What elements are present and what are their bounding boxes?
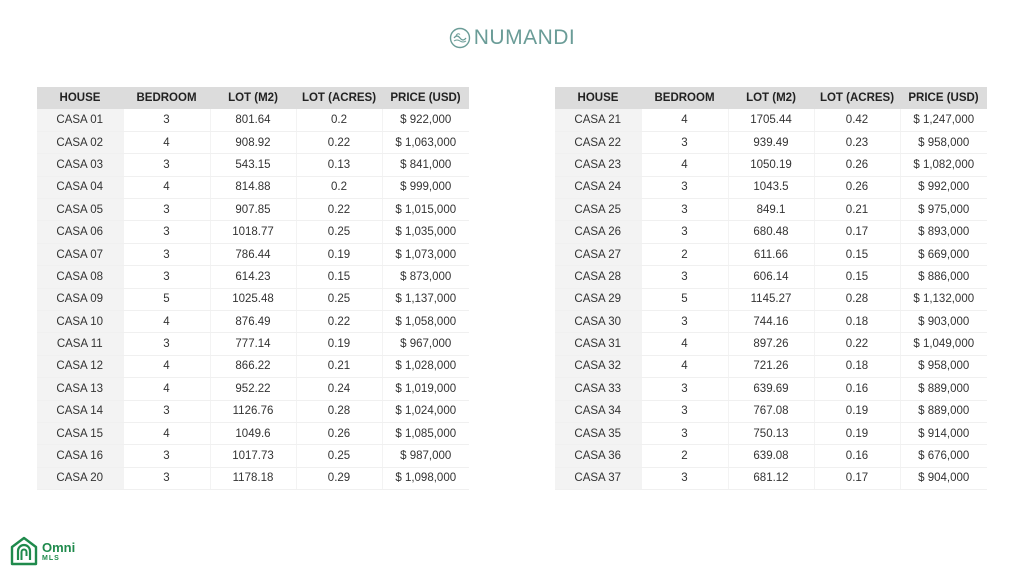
- cell-lot-m2: 907.85: [210, 199, 296, 221]
- table-row: [37, 422, 469, 444]
- cell-lot-m2: 1145.27: [728, 288, 814, 310]
- cell-lot-m2: 908.92: [210, 131, 296, 153]
- cell-house: CASA 09: [37, 288, 123, 310]
- header-bedroom: BEDROOM: [123, 87, 210, 109]
- table-row: [555, 154, 987, 176]
- table-row: [555, 221, 987, 243]
- cell-lot-acres: 0.2: [296, 109, 382, 131]
- cell-price: $ 886,000: [900, 266, 987, 288]
- cell-house: CASA 07: [37, 243, 123, 265]
- cell-lot-acres: 0.19: [296, 333, 382, 355]
- table-row: [37, 176, 469, 198]
- cell-price: $ 889,000: [900, 378, 987, 400]
- cell-house: CASA 01: [37, 109, 123, 131]
- table-row: [37, 355, 469, 377]
- cell-house: CASA 37: [555, 467, 641, 489]
- cell-lot-acres: 0.18: [814, 355, 900, 377]
- cell-house: CASA 21: [555, 109, 641, 131]
- cell-bedroom: 3: [641, 131, 728, 153]
- cell-lot-acres: 0.26: [814, 154, 900, 176]
- header-lot-m2: LOT (M2): [728, 87, 814, 109]
- cell-lot-m2: 1178.18: [210, 467, 296, 489]
- cell-lot-acres: 0.17: [814, 221, 900, 243]
- cell-house: CASA 29: [555, 288, 641, 310]
- cell-house: CASA 05: [37, 199, 123, 221]
- cell-house: CASA 22: [555, 131, 641, 153]
- cell-house: CASA 26: [555, 221, 641, 243]
- cell-bedroom: 5: [641, 288, 728, 310]
- cell-bedroom: 4: [641, 154, 728, 176]
- cell-price: $ 1,058,000: [382, 311, 469, 333]
- cell-lot-m2: 611.66: [728, 243, 814, 265]
- wave-circle-logo-icon: [449, 27, 471, 49]
- house-logo-icon: [10, 536, 38, 566]
- cell-lot-m2: 750.13: [728, 422, 814, 444]
- table-row: [555, 266, 987, 288]
- cell-lot-m2: 721.26: [728, 355, 814, 377]
- cell-price: $ 1,015,000: [382, 199, 469, 221]
- cell-lot-acres: 0.28: [814, 288, 900, 310]
- cell-price: $ 1,024,000: [382, 400, 469, 422]
- cell-lot-m2: 866.22: [210, 355, 296, 377]
- listing-table-left: [37, 87, 469, 490]
- cell-lot-acres: 0.22: [296, 311, 382, 333]
- cell-house: CASA 25: [555, 199, 641, 221]
- table-row: [37, 445, 469, 467]
- cell-lot-m2: 681.12: [728, 467, 814, 489]
- cell-lot-m2: 939.49: [728, 131, 814, 153]
- cell-bedroom: 3: [123, 154, 210, 176]
- table-row: [555, 445, 987, 467]
- cell-lot-acres: 0.24: [296, 378, 382, 400]
- cell-price: $ 958,000: [900, 131, 987, 153]
- cell-house: CASA 16: [37, 445, 123, 467]
- cell-house: CASA 30: [555, 311, 641, 333]
- cell-lot-acres: 0.22: [814, 333, 900, 355]
- cell-lot-acres: 0.28: [296, 400, 382, 422]
- cell-bedroom: 3: [123, 109, 210, 131]
- cell-lot-m2: 1018.77: [210, 221, 296, 243]
- cell-lot-acres: 0.25: [296, 288, 382, 310]
- cell-lot-m2: 1050.19: [728, 154, 814, 176]
- cell-price: $ 1,063,000: [382, 131, 469, 153]
- header-price: PRICE (USD): [900, 87, 987, 109]
- cell-lot-acres: 0.22: [296, 131, 382, 153]
- cell-bedroom: 3: [123, 467, 210, 489]
- cell-bedroom: 4: [641, 109, 728, 131]
- table-row: [37, 199, 469, 221]
- table-row: [555, 422, 987, 444]
- cell-bedroom: 3: [641, 199, 728, 221]
- cell-lot-acres: 0.2: [296, 176, 382, 198]
- cell-house: CASA 35: [555, 422, 641, 444]
- cell-bedroom: 3: [123, 221, 210, 243]
- header-bedroom: BEDROOM: [641, 87, 728, 109]
- cell-house: CASA 13: [37, 378, 123, 400]
- table-row: [555, 199, 987, 221]
- cell-house: CASA 08: [37, 266, 123, 288]
- cell-bedroom: 3: [641, 176, 728, 198]
- table-row: [555, 467, 987, 489]
- cell-bedroom: 4: [641, 333, 728, 355]
- cell-house: CASA 32: [555, 355, 641, 377]
- table-row: [555, 400, 987, 422]
- cell-house: CASA 10: [37, 311, 123, 333]
- table-row: [37, 333, 469, 355]
- table-row: [555, 176, 987, 198]
- table-row: [37, 221, 469, 243]
- cell-lot-acres: 0.16: [814, 378, 900, 400]
- cell-house: CASA 11: [37, 333, 123, 355]
- cell-lot-m2: 744.16: [728, 311, 814, 333]
- table-row: [37, 154, 469, 176]
- header-house: HOUSE: [555, 87, 641, 109]
- cell-lot-acres: 0.29: [296, 467, 382, 489]
- table-row: [37, 131, 469, 153]
- cell-bedroom: 4: [123, 176, 210, 198]
- cell-price: $ 904,000: [900, 467, 987, 489]
- table-row: [555, 333, 987, 355]
- cell-price: $ 1,247,000: [900, 109, 987, 131]
- cell-lot-acres: 0.25: [296, 445, 382, 467]
- brand-name: NUMANDI: [473, 26, 576, 49]
- cell-bedroom: 4: [123, 422, 210, 444]
- cell-lot-acres: 0.26: [814, 176, 900, 198]
- cell-lot-m2: 614.23: [210, 266, 296, 288]
- cell-lot-m2: 543.15: [210, 154, 296, 176]
- cell-bedroom: 3: [123, 266, 210, 288]
- cell-lot-acres: 0.25: [296, 221, 382, 243]
- cell-price: $ 1,049,000: [900, 333, 987, 355]
- cell-lot-acres: 0.22: [296, 199, 382, 221]
- cell-price: $ 841,000: [382, 154, 469, 176]
- cell-bedroom: 3: [641, 422, 728, 444]
- table-row: [37, 243, 469, 265]
- omni-sub: MLS: [42, 554, 60, 562]
- cell-house: CASA 27: [555, 243, 641, 265]
- cell-lot-m2: 814.88: [210, 176, 296, 198]
- cell-bedroom: 4: [641, 355, 728, 377]
- cell-lot-m2: 952.22: [210, 378, 296, 400]
- table-row: [555, 243, 987, 265]
- cell-bedroom: 2: [641, 445, 728, 467]
- header-price: PRICE (USD): [382, 87, 469, 109]
- cell-bedroom: 5: [123, 288, 210, 310]
- cell-house: CASA 06: [37, 221, 123, 243]
- cell-price: $ 1,098,000: [382, 467, 469, 489]
- cell-lot-acres: 0.21: [814, 199, 900, 221]
- cell-price: $ 889,000: [900, 400, 987, 422]
- cell-lot-acres: 0.18: [814, 311, 900, 333]
- cell-house: CASA 36: [555, 445, 641, 467]
- cell-lot-acres: 0.19: [296, 243, 382, 265]
- cell-bedroom: 4: [123, 311, 210, 333]
- cell-bedroom: 4: [123, 378, 210, 400]
- table-row: [37, 467, 469, 489]
- header-lot-acres: LOT (ACRES): [296, 87, 382, 109]
- cell-lot-m2: 777.14: [210, 333, 296, 355]
- cell-lot-acres: 0.13: [296, 154, 382, 176]
- header-house: HOUSE: [37, 87, 123, 109]
- cell-lot-m2: 849.1: [728, 199, 814, 221]
- cell-house: CASA 31: [555, 333, 641, 355]
- cell-price: $ 987,000: [382, 445, 469, 467]
- cell-lot-acres: 0.17: [814, 467, 900, 489]
- cell-lot-acres: 0.19: [814, 400, 900, 422]
- cell-lot-m2: 680.48: [728, 221, 814, 243]
- cell-bedroom: 3: [641, 467, 728, 489]
- cell-house: CASA 23: [555, 154, 641, 176]
- cell-lot-m2: 1043.5: [728, 176, 814, 198]
- table-row: [37, 109, 469, 131]
- cell-lot-m2: 1025.48: [210, 288, 296, 310]
- cell-price: $ 903,000: [900, 311, 987, 333]
- table-header-row: [555, 87, 987, 109]
- brand-header: [0, 26, 1024, 50]
- cell-price: $ 992,000: [900, 176, 987, 198]
- cell-lot-m2: 1017.73: [210, 445, 296, 467]
- table-row: [37, 378, 469, 400]
- cell-price: $ 1,073,000: [382, 243, 469, 265]
- table-row: [37, 288, 469, 310]
- table-row: [37, 311, 469, 333]
- cell-lot-m2: 876.49: [210, 311, 296, 333]
- header-lot-acres: LOT (ACRES): [814, 87, 900, 109]
- cell-price: $ 669,000: [900, 243, 987, 265]
- omni-mls-logo: [10, 536, 75, 566]
- cell-bedroom: 3: [641, 221, 728, 243]
- cell-lot-acres: 0.16: [814, 445, 900, 467]
- cell-price: $ 1,132,000: [900, 288, 987, 310]
- table-row: [37, 266, 469, 288]
- cell-house: CASA 03: [37, 154, 123, 176]
- cell-bedroom: 3: [123, 400, 210, 422]
- cell-house: CASA 12: [37, 355, 123, 377]
- cell-house: CASA 15: [37, 422, 123, 444]
- cell-lot-m2: 639.08: [728, 445, 814, 467]
- cell-price: $ 893,000: [900, 221, 987, 243]
- cell-bedroom: 3: [641, 311, 728, 333]
- cell-lot-acres: 0.23: [814, 131, 900, 153]
- cell-bedroom: 3: [123, 199, 210, 221]
- cell-bedroom: 4: [123, 131, 210, 153]
- cell-lot-m2: 1126.76: [210, 400, 296, 422]
- cell-price: $ 1,035,000: [382, 221, 469, 243]
- table-row: [555, 378, 987, 400]
- cell-price: $ 914,000: [900, 422, 987, 444]
- cell-bedroom: 4: [123, 355, 210, 377]
- cell-bedroom: 3: [641, 378, 728, 400]
- cell-lot-m2: 639.69: [728, 378, 814, 400]
- table-row: [555, 288, 987, 310]
- cell-lot-m2: 1705.44: [728, 109, 814, 131]
- cell-house: CASA 24: [555, 176, 641, 198]
- omni-name: Omni: [42, 539, 76, 555]
- cell-price: $ 1,019,000: [382, 378, 469, 400]
- table-row: [555, 355, 987, 377]
- cell-price: $ 975,000: [900, 199, 987, 221]
- cell-lot-acres: 0.15: [296, 266, 382, 288]
- header-lot-m2: LOT (M2): [210, 87, 296, 109]
- cell-bedroom: 3: [641, 266, 728, 288]
- cell-price: $ 1,085,000: [382, 422, 469, 444]
- cell-price: $ 958,000: [900, 355, 987, 377]
- cell-lot-m2: 1049.6: [210, 422, 296, 444]
- cell-bedroom: 2: [641, 243, 728, 265]
- table-row: [555, 311, 987, 333]
- cell-lot-m2: 606.14: [728, 266, 814, 288]
- cell-lot-m2: 897.26: [728, 333, 814, 355]
- cell-bedroom: 3: [123, 445, 210, 467]
- cell-house: CASA 28: [555, 266, 641, 288]
- cell-house: CASA 20: [37, 467, 123, 489]
- table-row: [555, 131, 987, 153]
- table-row: [555, 109, 987, 131]
- cell-house: CASA 34: [555, 400, 641, 422]
- cell-lot-m2: 786.44: [210, 243, 296, 265]
- cell-price: $ 1,082,000: [900, 154, 987, 176]
- cell-lot-m2: 767.08: [728, 400, 814, 422]
- cell-lot-acres: 0.42: [814, 109, 900, 131]
- cell-house: CASA 14: [37, 400, 123, 422]
- cell-price: $ 1,137,000: [382, 288, 469, 310]
- cell-price: $ 1,028,000: [382, 355, 469, 377]
- cell-lot-acres: 0.15: [814, 266, 900, 288]
- cell-bedroom: 3: [641, 400, 728, 422]
- cell-house: CASA 04: [37, 176, 123, 198]
- cell-lot-m2: 801.64: [210, 109, 296, 131]
- cell-bedroom: 3: [123, 333, 210, 355]
- cell-lot-acres: 0.26: [296, 422, 382, 444]
- table-row: [37, 400, 469, 422]
- cell-lot-acres: 0.21: [296, 355, 382, 377]
- cell-lot-acres: 0.15: [814, 243, 900, 265]
- cell-price: $ 873,000: [382, 266, 469, 288]
- cell-house: CASA 02: [37, 131, 123, 153]
- cell-lot-acres: 0.19: [814, 422, 900, 444]
- cell-bedroom: 3: [123, 243, 210, 265]
- cell-price: $ 999,000: [382, 176, 469, 198]
- cell-price: $ 922,000: [382, 109, 469, 131]
- listing-table-right: [555, 87, 987, 490]
- cell-house: CASA 33: [555, 378, 641, 400]
- cell-price: $ 967,000: [382, 333, 469, 355]
- cell-price: $ 676,000: [900, 445, 987, 467]
- table-header-row: [37, 87, 469, 109]
